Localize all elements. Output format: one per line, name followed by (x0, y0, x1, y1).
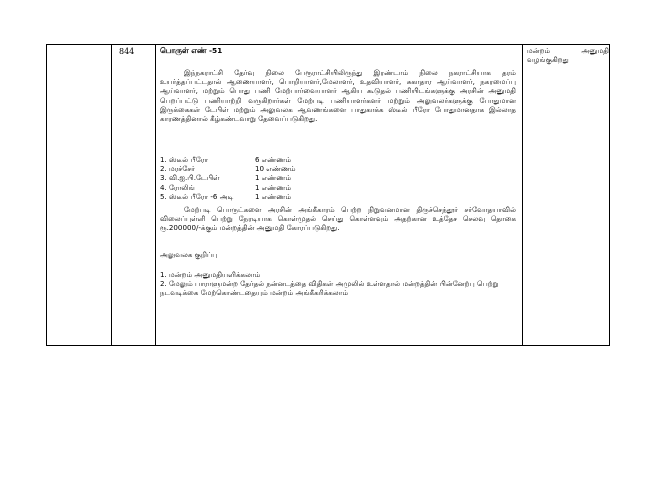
office-notes (160, 270, 516, 298)
item-quantity: 1 எண்ணம் (255, 182, 292, 192)
subject-title: பொருள் எண் -51 (160, 46, 223, 55)
list-item (160, 183, 410, 192)
blank-column (47, 45, 111, 345)
resolution-text-line1: மன்றம் அனுமதி (527, 46, 609, 55)
list-item (160, 192, 410, 201)
serial-number: 844 (119, 47, 135, 56)
list-item (160, 173, 410, 182)
items-list (160, 155, 410, 201)
resolution-text-line2: வழங்குகிறது (527, 55, 569, 64)
resolution-cell (522, 45, 611, 345)
item-quantity: 6 எண்ணம் (255, 155, 292, 164)
item-quantity: 1 எண்ணம் (255, 173, 292, 183)
item-name: 3. வி.ஐ.பி.டேபிள் (160, 173, 220, 183)
item-name: 1. ஸ்டீல் பீரோ (160, 155, 209, 164)
serial-number-cell (111, 45, 155, 345)
office-note-item: 2. மேலும் பாராளுமன்ற தேர்தல் நன்னடத்தை விதிகள் அமுலில் உள்ளதால் மன்றத்தின் பின்னேற்பு பெற்று நடவடிக்கை மேற்கொண்டதையும் மன்றம் அங்கீகரிக்கலாம் (160, 279, 499, 298)
office-note-item: 1. மன்றம் அனுமதியளிக்கலாம் (160, 270, 261, 279)
description-paragraph: இந்நகராட்சி தேர்வு நிலை பேரூராட்சியிலிருந்து இரண்டாம் நிலை நகராட்சியாக தரம் உயர்த்தப்பட்டதால் ஆணையாளர், பொறியாளர்,மேலாளர், உதவியாளர், சுகாதார ஆய்வாளர், நகரமைப்பு ஆய்வாளர், மற்றும் பொது பணி மேற்பார்வையாளர் ஆகிய கூடுதல் பணியிடங்களுக்கு அரசின் அனுமதி பெறப்பட்டு பணியாற்றி வருகிறார்கள் மேற்படி பணியாளர்களர் மற்றும் அலுவலர்களுக்கு போதுமான இருக்கைகள் டேபிள் மற்றும் அலுவலக ஆவணங்களை பாதுகாக்க ஸ்டீல் பீரோ போதுமானதாக இல்லாத காரணத்தினால் கீழ்கண்டவாறு தேவைப்படுகிறது. (160, 68, 516, 124)
office-note-heading: அலுவலக குறிப்பு (160, 250, 218, 259)
subject-cell (155, 45, 522, 345)
resolution-table (46, 44, 610, 346)
list-item (160, 164, 410, 173)
list-item (160, 155, 410, 164)
item-name: 5. ஸ்டீல் பீரோ -6 அடி (160, 191, 234, 201)
procurement-paragraph: மேற்படி பொருட்களை அரசின் அங்கீகாரம் பெற்ற நிறுவனமான திருச்செந்தூர் சர்வோதயாவில் விலைப்புள்ளி பெற்று நேரடியாக கொள்முதல் செய்து கொள்ளவும் அதற்கான உத்தேச செலவு தொகை ரூ.200000/-க்கும் மன்றத்தின் அனுமதி கோரப்படுகிறது. (160, 205, 516, 233)
item-name: 2. மரச்சேர் (160, 164, 195, 174)
item-name: 4. ரோலிங் (160, 182, 195, 192)
item-quantity: 10 எண்ணம் (255, 164, 296, 174)
item-quantity: 1 எண்ணம் (255, 191, 292, 201)
